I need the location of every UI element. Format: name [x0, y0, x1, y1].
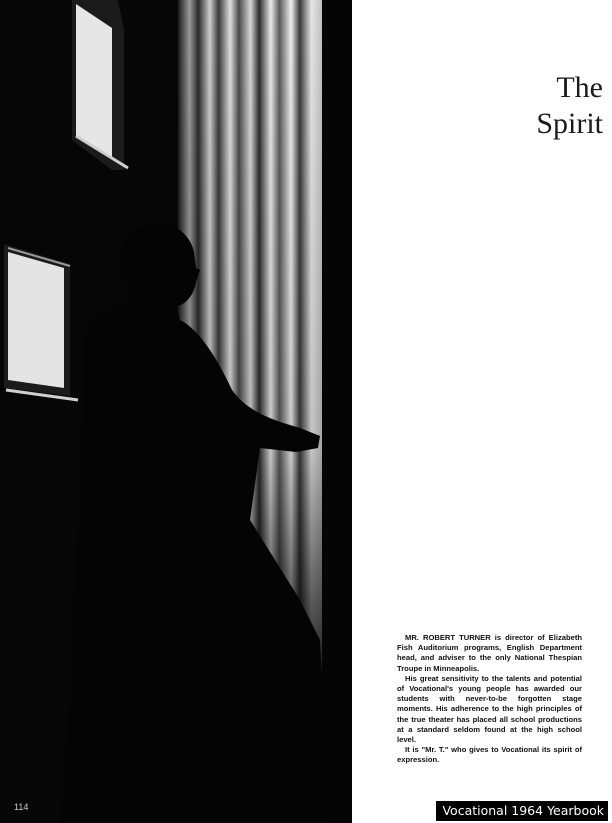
title-line-1: The — [556, 71, 603, 104]
title-line-2: Spirit — [536, 107, 603, 140]
caption-text — [397, 633, 582, 766]
page-title — [536, 70, 603, 142]
caption-paragraph-2: His great sensitivity to the talents and potential of Vocational's young people has awarded our students with never-to-be forgotten stage moments. His adherence to the high principles of the true theater has placed all school productions at a standard seldom found at the high school level. — [397, 673, 582, 745]
caption-paragraph-3: It is "Mr. T." who gives to Vocational its spirit of expression. — [397, 745, 582, 765]
watermark-label: Vocational 1964 Yearbook — [436, 801, 608, 821]
caption-paragraph-1: MR. ROBERT TURNER is director of Elizabeth Fish Auditorium programs, English Department head, and adviser to the only National Thespian Troupe in Minneapolis. — [397, 633, 582, 673]
page-number: 114 — [14, 802, 29, 812]
